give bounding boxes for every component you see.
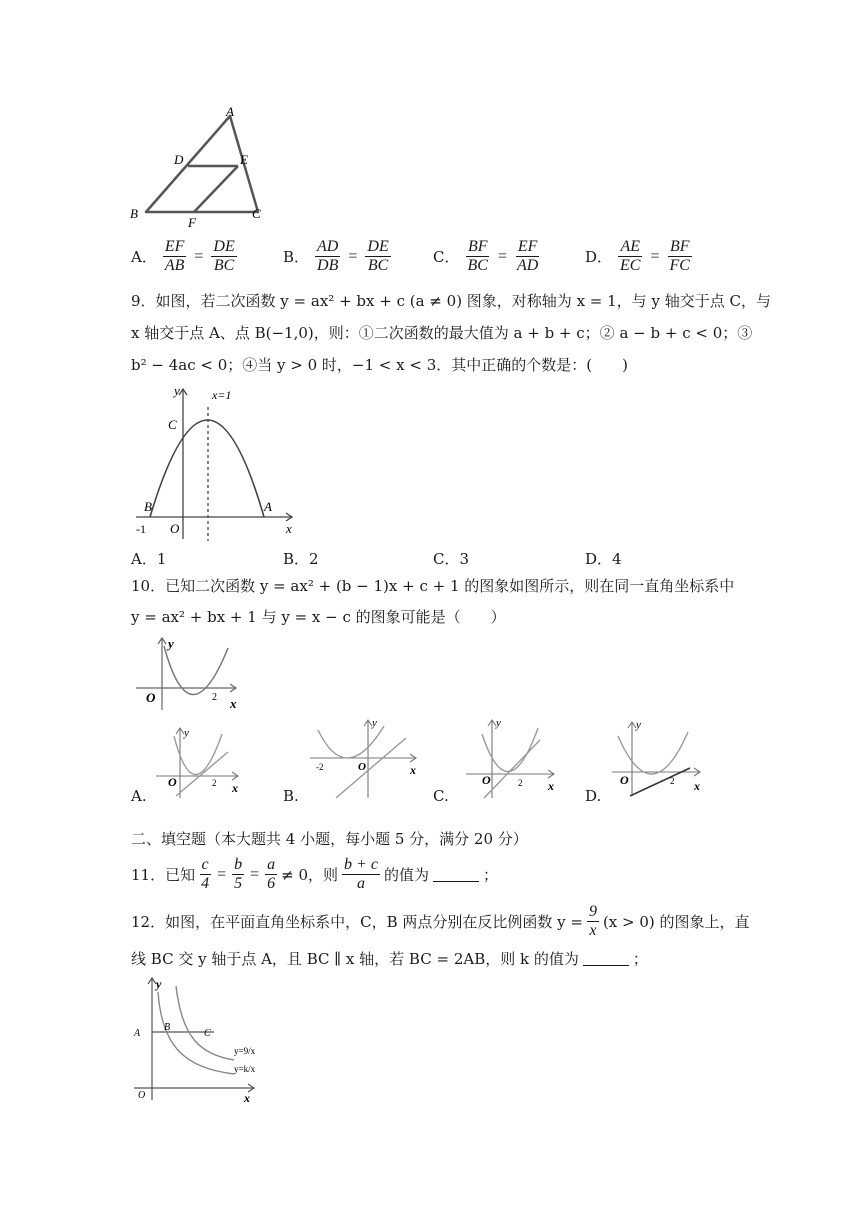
q9-line-2: x 轴交于点 A、点 B(−1,0)，则：①二次函数的最大值为 a + b + c；② a − b + c < 0；③: [131, 324, 753, 342]
q10-option-d-figure[interactable]: [608, 718, 708, 802]
q9-line-3: b² − 4ac < 0；④当 y > 0 时，−1 < x < 3．其中正确的个数是：( ): [131, 356, 628, 374]
q9-option-b[interactable]: B．2: [283, 550, 319, 568]
svg-text:B: B: [164, 1022, 171, 1033]
svg-text:O: O: [168, 775, 177, 789]
triangle-figure: [128, 104, 268, 228]
svg-text:x: x: [244, 1091, 250, 1104]
q8-option-a[interactable]: A． $\frac{EF}{AB}$ = $\frac{DE}{BC}$: [131, 238, 235, 274]
q10-option-d-label[interactable]: D.: [585, 787, 602, 805]
svg-text:y: y: [184, 727, 189, 739]
q12-hyperbola-figure: [130, 974, 268, 1104]
svg-text:O: O: [358, 761, 366, 773]
q10-option-b-figure[interactable]: [306, 716, 426, 802]
y-label: y: [174, 383, 180, 398]
svg-text:O: O: [482, 773, 491, 787]
label-minus-1: -1: [136, 522, 146, 536]
q9-line-1: 9．如图，若二次函数 y = ax² + bx + c (a ≠ 0) 图象，对称轴为 x = 1，与 y 轴交于点 C，与: [131, 292, 771, 310]
q10-line-1: 10．已知二次函数 y = ax² + (b − 1)x + c + 1 的图象如图所示，则在同一直角坐标系中: [131, 577, 735, 595]
q8-options: [131, 238, 751, 282]
q11-answer-blank[interactable]: [433, 867, 479, 882]
svg-text:y: y: [168, 636, 174, 651]
q12-line-1: 12．如图，在平面直角坐标系中，C，B 两点分别在反比例函数 y = $\frac{9}{x}$ (x > 0) 的图象上，直: [131, 903, 750, 939]
svg-text:x: x: [232, 781, 238, 795]
svg-text:y: y: [496, 717, 501, 729]
q9-parabola-figure: [132, 383, 300, 543]
label-y-9-over-x: y=9/x: [234, 1046, 256, 1056]
q8-option-d[interactable]: D． $\frac{AE}{EC}$ = $\frac{BF}{FC}$: [585, 238, 690, 274]
q10-line-2: y = ax² + bx + 1 与 y = x − c 的图象可能是（ ）: [131, 608, 506, 626]
svg-text:2: 2: [518, 778, 523, 788]
x-label: x: [286, 521, 292, 536]
q10-option-a-label[interactable]: A.: [131, 787, 147, 805]
svg-text:x: x: [230, 696, 237, 711]
label-o: O: [170, 521, 180, 536]
label-f: F: [188, 215, 196, 228]
svg-text:x: x: [410, 763, 416, 777]
svg-text:2: 2: [212, 778, 217, 788]
svg-text:-2: -2: [316, 762, 324, 772]
svg-text:y: y: [372, 717, 377, 729]
svg-text:y: y: [156, 977, 162, 991]
svg-text:A: A: [134, 1028, 141, 1039]
q9-option-c[interactable]: C．3: [433, 550, 470, 568]
q10-option-c-figure[interactable]: [462, 716, 562, 802]
label-y-k-over-x: y=k/x: [234, 1064, 256, 1074]
svg-text:O: O: [146, 690, 156, 705]
svg-text:2: 2: [212, 692, 217, 703]
q8-option-b[interactable]: B． $\frac{AD}{DB}$ = $\frac{DE}{BC}$: [283, 238, 389, 274]
segment-ef: [194, 166, 238, 212]
q11-line: 11．已知 $\frac{c}{4}$ = $\frac{b}{5}$ = $\frac{a}{6}$ ≠ 0，则 $\frac{b + c}{a}$ 的值为 ；: [131, 856, 498, 892]
q9-option-d[interactable]: D．4: [585, 550, 622, 568]
q10-option-c-label[interactable]: C.: [433, 787, 449, 805]
symmetry-label: x=1: [212, 388, 232, 402]
label-b: B: [144, 499, 152, 514]
q10-main-figure: [132, 632, 248, 714]
svg-text:O: O: [620, 773, 629, 787]
q8-option-c[interactable]: C． $\frac{BF}{BC}$ = $\frac{EF}{AD}$: [433, 238, 539, 274]
label-b: B: [130, 206, 138, 221]
q12-line-2: 线 BC 交 y 轴于点 A，且 BC ∥ x 轴，若 BC = 2AB，则 k 的值为 ；: [131, 950, 648, 968]
q12-answer-blank[interactable]: [583, 951, 629, 966]
svg-text:C: C: [204, 1028, 211, 1039]
svg-text:x: x: [548, 779, 554, 793]
svg-text:2: 2: [670, 776, 675, 786]
svg-text:x: x: [694, 779, 700, 793]
q10-option-b-label[interactable]: B.: [283, 787, 299, 805]
label-a: A: [226, 104, 234, 119]
label-c: C: [252, 206, 261, 221]
svg-text:O: O: [138, 1090, 146, 1101]
svg-text:y: y: [636, 719, 641, 731]
label-d: D: [174, 152, 184, 167]
label-e: E: [240, 152, 248, 167]
parabola-curve: [150, 420, 264, 517]
q10-option-a-figure[interactable]: [152, 722, 248, 802]
section-2-heading: 二、填空题（本大题共 4 小题，每小题 5 分，满分 20 分）: [131, 830, 528, 848]
label-a: A: [264, 499, 272, 514]
q9-option-a[interactable]: A．1: [131, 550, 167, 568]
label-c: C: [168, 417, 177, 432]
